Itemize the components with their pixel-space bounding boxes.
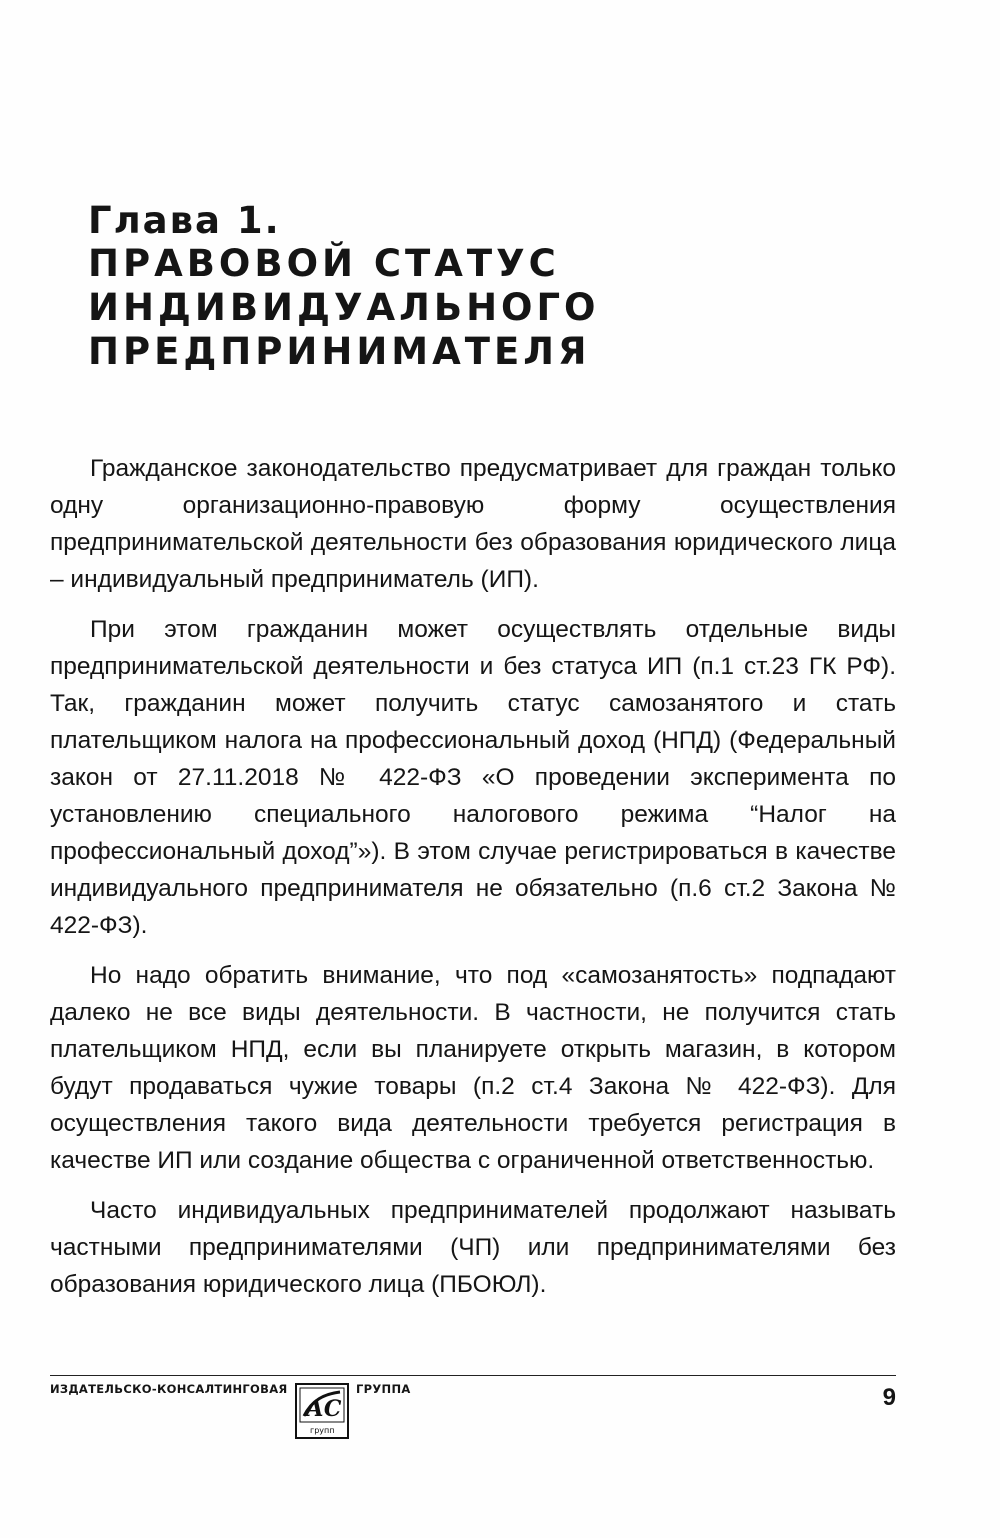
paragraph: Часто индивидуальных предпринимателей продолжают называть частными предпринимателями (ЧП) или предпринимателями без образования юридического лица (ПБОЮЛ). (50, 1197, 896, 1298)
publisher-footer (50, 1380, 470, 1444)
footer-divider (50, 1375, 896, 1376)
logo-letters: АС (306, 1396, 342, 1422)
paragraph: При этом гражданин может осуществлять отдельные виды предпринимательской деятельности и без статуса ИП (п.1 ст.23 ГК РФ). Так, гражданин может получить статус самозанятого и стать плательщиком налога на профессиональный доход (НПД) (Федеральный закон от 27.11.2018 № 422-ФЗ «О проведении эксперимента по установлению специального налогового режима “Налог на профессиональный доход”»). В этом случае регистрироваться в качестве индивидуального предпринимателя не обязательно (п.6 ст.2 Закона № 422-ФЗ). (50, 616, 896, 939)
chapter-title-line: ПРЕДПРИНИМАТЕЛЯ (88, 330, 591, 373)
chapter-title-line: ПРАВОВОЙ СТАТУС (88, 242, 560, 285)
paragraph: Но надо обратить внимание, что под «самозанятость» подпадают далеко не все виды деятельности. В частности, не получится стать плательщиком НПД, если вы планируете открыть магазин, в котором будут продаваться чужие товары (п.2 ст.4 Закона № 422-ФЗ). Для осуществления такого вида деятельности требуется регистрация в качестве ИП или создание общества с ограниченной ответственностью. (50, 962, 896, 1174)
publisher-name-right: ГРУППА (356, 1382, 411, 1396)
chapter-title-line: ИНДИВИДУАЛЬНОГО (88, 286, 600, 329)
publisher-logo-icon (294, 1380, 354, 1442)
logo-caption: групп (310, 1426, 335, 1435)
chapter-label: Глава 1. (88, 199, 281, 242)
chapter-heading (88, 200, 908, 374)
page-number: 9 (882, 1384, 896, 1411)
body-text (50, 450, 896, 1316)
publisher-name-left: ИЗДАТЕЛЬСКО-КОНСАЛТИНГОВАЯ (50, 1382, 288, 1396)
paragraph: Гражданское законодательство предусматривает для граждан только одну организационно-правовую форму осуществления предпринимательской деятельности без образования юридического лица – индивидуальный предприниматель (ИП). (50, 455, 896, 593)
